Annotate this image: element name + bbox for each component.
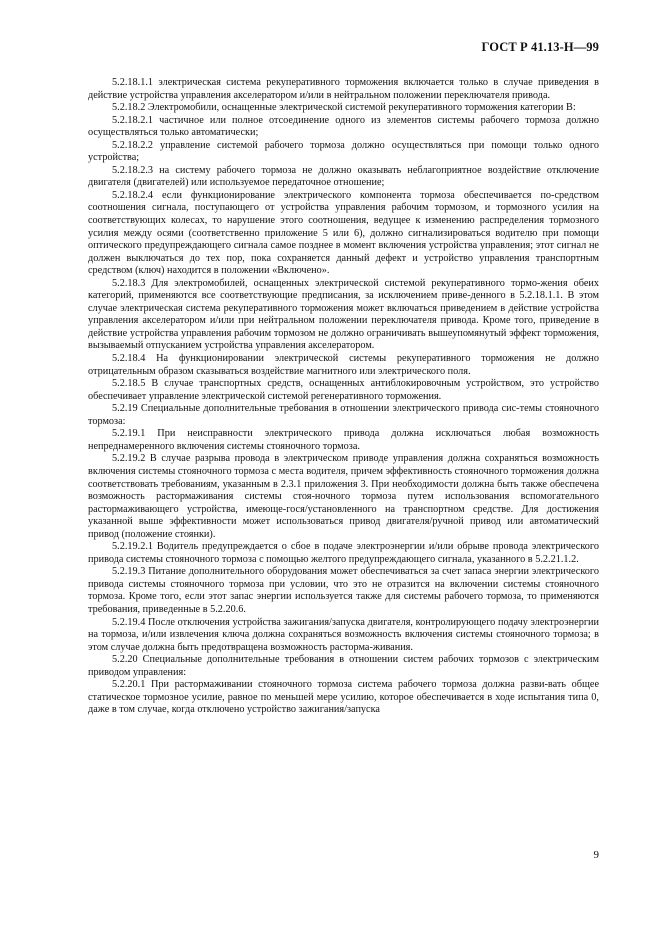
paragraph-5-2-18-2: 5.2.18.2 Электромобили, оснащенные электрической системой рекуперативного торможения категории В:: [112, 102, 576, 114]
paragraph-5-2-19-2: 5.2.19.2 В случае разрыва провода в электрическом приводе управления должна сохраняться возможность включения системы стояночного тормоза с места водителя, причем эффективность стояночного торможения должна соответствовать требованиям, указанным в 2.3.1 приложения 3. При необходимости должна быть также обеспечена возможность растормаживания системы стоя-ночного тормоза путем использования вспомогательного растормаживающего устройства, имеюще-гося/установленного на транспортном средстве. Для достижения указанной выше эффективности может использоваться привод двигателя/ручной привод или автоматический привод (положение стоянки).: [88, 453, 599, 540]
paragraph-5-2-20-1: 5.2.20.1 При растормаживании стояночного тормоза система рабочего тормоза должна разви-вать общее статическое тормозное усилие, равное по меньшей мере усилию, которое обеспечивается в ходе испытания типа 0, даже в том случае, когда отключено устройство зажигания/запуска: [88, 679, 599, 716]
paragraph-5-2-18-3: 5.2.18.3 Для электромобилей, оснащенных электрической системой рекуперативного тормо-жения обеих категорий, применяются все соответствующие предписания, за исключением приве-денного в 5.2.18.1.1. В этом случае электрическая система рекуперативного торможения может включаться приведением в действие устройства управления акселератором и/или при нейтральном положении переключателя привода. Кроме того, приведение в действие устройства управления рабочим тормозом не должно ограничивать вышеупомянутый эффект торможения, вызываемый отпусканием устройства управления акселератором.: [88, 277, 599, 352]
paragraph-5-2-19-3: 5.2.19.3 Питание дополнительного оборудования может обеспечиваться за счет запаса энергии электрического привода системы стояночного тормоза при условии, что это не отразится на включении системы стояночного тормоза. Кроме того, если этот запас энергии используется также для системы рабочего тормоза, то применяются требования, приведенные в 5.2.20.6.: [88, 566, 599, 615]
paragraph-5-2-19-2-1: 5.2.19.2.1 Водитель предупреждается о сбое в подаче электроэнергии и/или обрыве провода электрического привода системы стояночного тормоза с помощью желтого предупреждающего сигнала, указанного в 5.2.21.1.2.: [88, 541, 599, 565]
paragraph-5-2-18-2-1: 5.2.18.2.1 частичное или полное отсоединение одного из элементов системы рабочего тормоза должно осуществляться только автоматически;: [88, 114, 599, 139]
paragraph-5-2-18-1-1: 5.2.18.1.1 электрическая система рекуперативного торможения включается только в случае приведения в действие устройства управления акселератором и/или в нейтральном положении переключателя привода.: [88, 77, 599, 101]
page-number: 9: [593, 849, 599, 861]
document-code-header: ГОСТ Р 41.13-Н—99: [481, 40, 599, 54]
paragraph-5-2-18-5: 5.2.18.5 В случае транспортных средств, оснащенных антиблокировочным устройством, это устройство обеспечивает управление электрической системой регенеративного торможения.: [88, 378, 599, 402]
paragraph-5-2-19-1: 5.2.19.1 При неисправности электрического привода должна исключаться любая возможность непреднамеренного включения системы стояночного тормоза.: [88, 428, 599, 452]
paragraph-5-2-19: 5.2.19 Специальные дополнительные требования в отношении электрического привода сис-темы стояночного тормоза:: [88, 403, 599, 427]
paragraph-5-2-19-4: 5.2.19.4 После отключения устройства зажигания/запуска двигателя, контролирующего подачу электроэнергии на тормоза, и/или извлечения ключа должна сохраняться возможность включения системы стояночного тормоза; в этом случае должна быть предотвращена возможность растормa-живания.: [88, 616, 599, 653]
paragraph-5-2-18-2-2: 5.2.18.2.2 управление системой рабочего тормоза должно осуществляться при помощи только одного устройства;: [88, 139, 599, 164]
paragraph-5-2-20: 5.2.20 Специальные дополнительные требования в отношении систем рабочих тормозов с электрическим приводом управления:: [88, 654, 599, 678]
paragraph-5-2-18-2-4: 5.2.18.2.4 если функционирование электрического компонента тормоза обеспечивается по-средством соотношения сигнала, поступающего от устройства управления рабочим тормозом, и тормозного усилия на соответствующих колесах, то нарушение этого соотношения, ведущее к изменению распределения тормозного усилия между осями (соответственно приложение 5 или 6), должно сигнализироваться водителю при помощи оптического предупреждающего сигнала самое позднее в момент включения устройства управления; этот сигнал не должен выключаться до тех пор, пока сохраняется данный дефект и устройство управления транспортным средством (ключ) находится в положении «Включено».: [88, 189, 599, 277]
paragraph-5-2-18-2-3: 5.2.18.2.3 на систему рабочего тормоза не должно оказывать неблагоприятное воздействие отключение двигателя (двигателей) или используемое передаточное отношение;: [88, 164, 599, 189]
document-body: [88, 77, 599, 717]
paragraph-5-2-18-4: 5.2.18.4 На функционировании электрической системы рекуперативного торможения не должно отрицательным образом сказываться воздействие магнитного или электрического поля.: [88, 353, 599, 377]
